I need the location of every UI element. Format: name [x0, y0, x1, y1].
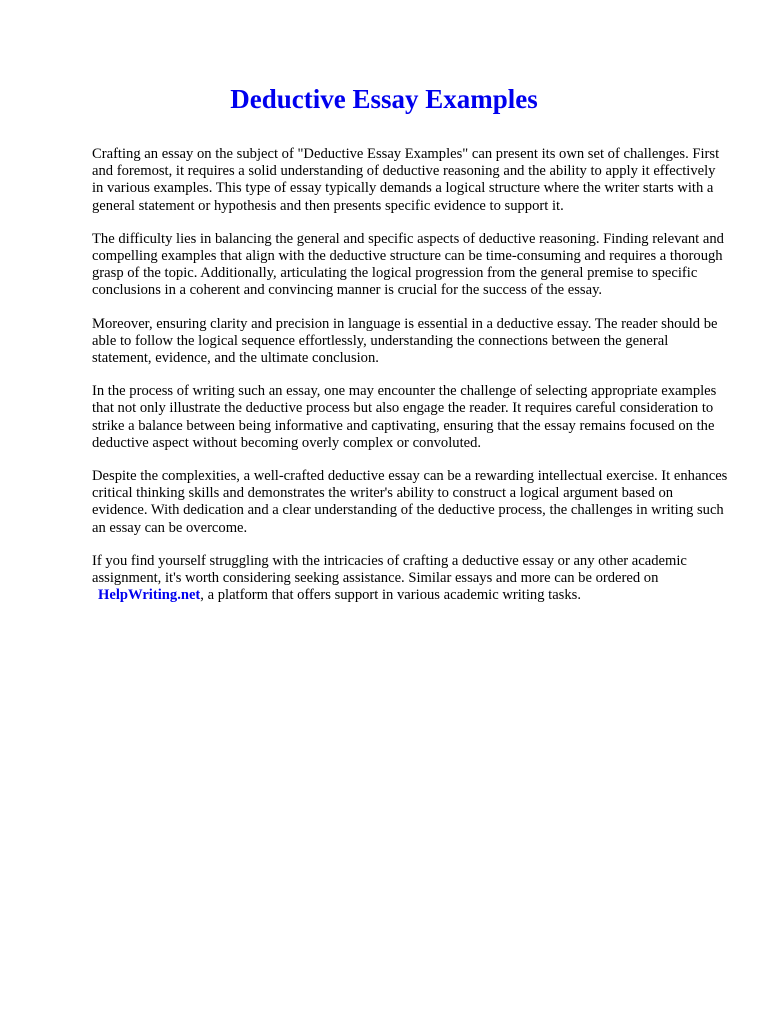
paragraph-6 [92, 553, 728, 605]
paragraph-6-text-before-link: If you find yourself struggling with the intricacies of crafting a deductive essay or any other academic assignment, it's worth considering seeking assistance. Similar essays and more can be ordered on [92, 552, 687, 587]
page-title: Deductive Essay Examples [230, 84, 538, 114]
paragraph-6-text-after-link: , a platform that offers support in various academic writing tasks. [200, 587, 581, 604]
paragraph-2: The difficulty lies in balancing the general and specific aspects of deductive reasoning. Finding relevant and compelling examples that align with the deductive structure can be time-consuming and requires a thorough grasp of the topic. Additionally, articulating the logical progression from the general premise to specific conclusions in a coherent and convincing manner is crucial for the success of the essay. [92, 230, 724, 299]
helpwriting-link[interactable]: HelpWriting.net [98, 587, 201, 604]
paragraph-3: Moreover, ensuring clarity and precision in language is essential in a deductive essay. The reader should be able to follow the logical sequence effortlessly, understanding the connections between the general statement, evidence, and the ultimate conclusion. [92, 315, 718, 367]
essay-body [92, 146, 728, 620]
paragraph-1: Crafting an essay on the subject of "Deductive Essay Examples" can present its own set of challenges. First and foremost, it requires a solid understanding of deductive reasoning and the ability to apply it effectively in various examples. This type of essay typically demands a logical structure where the writer starts with a general statement or hypothesis and then presents specific evidence to support it. [92, 146, 720, 214]
paragraph-5: Despite the complexities, a well-crafted deductive essay can be a rewarding intellectual exercise. It enhances critical thinking skills and demonstrates the writer's ability to construct a logical argument based on evidence. With dedication and a clear understanding of the deductive process, the challenges in writing such an essay can be overcome. [92, 468, 728, 536]
paragraph-4: In the process of writing such an essay, one may encounter the challenge of selecting appropriate examples that not only illustrate the deductive process but also engage the reader. It requires careful consideration to strike a balance between being informative and captivating, ensuring that the essay remains focused on the deductive aspect without becoming overly complex or convoluted. [92, 383, 717, 451]
